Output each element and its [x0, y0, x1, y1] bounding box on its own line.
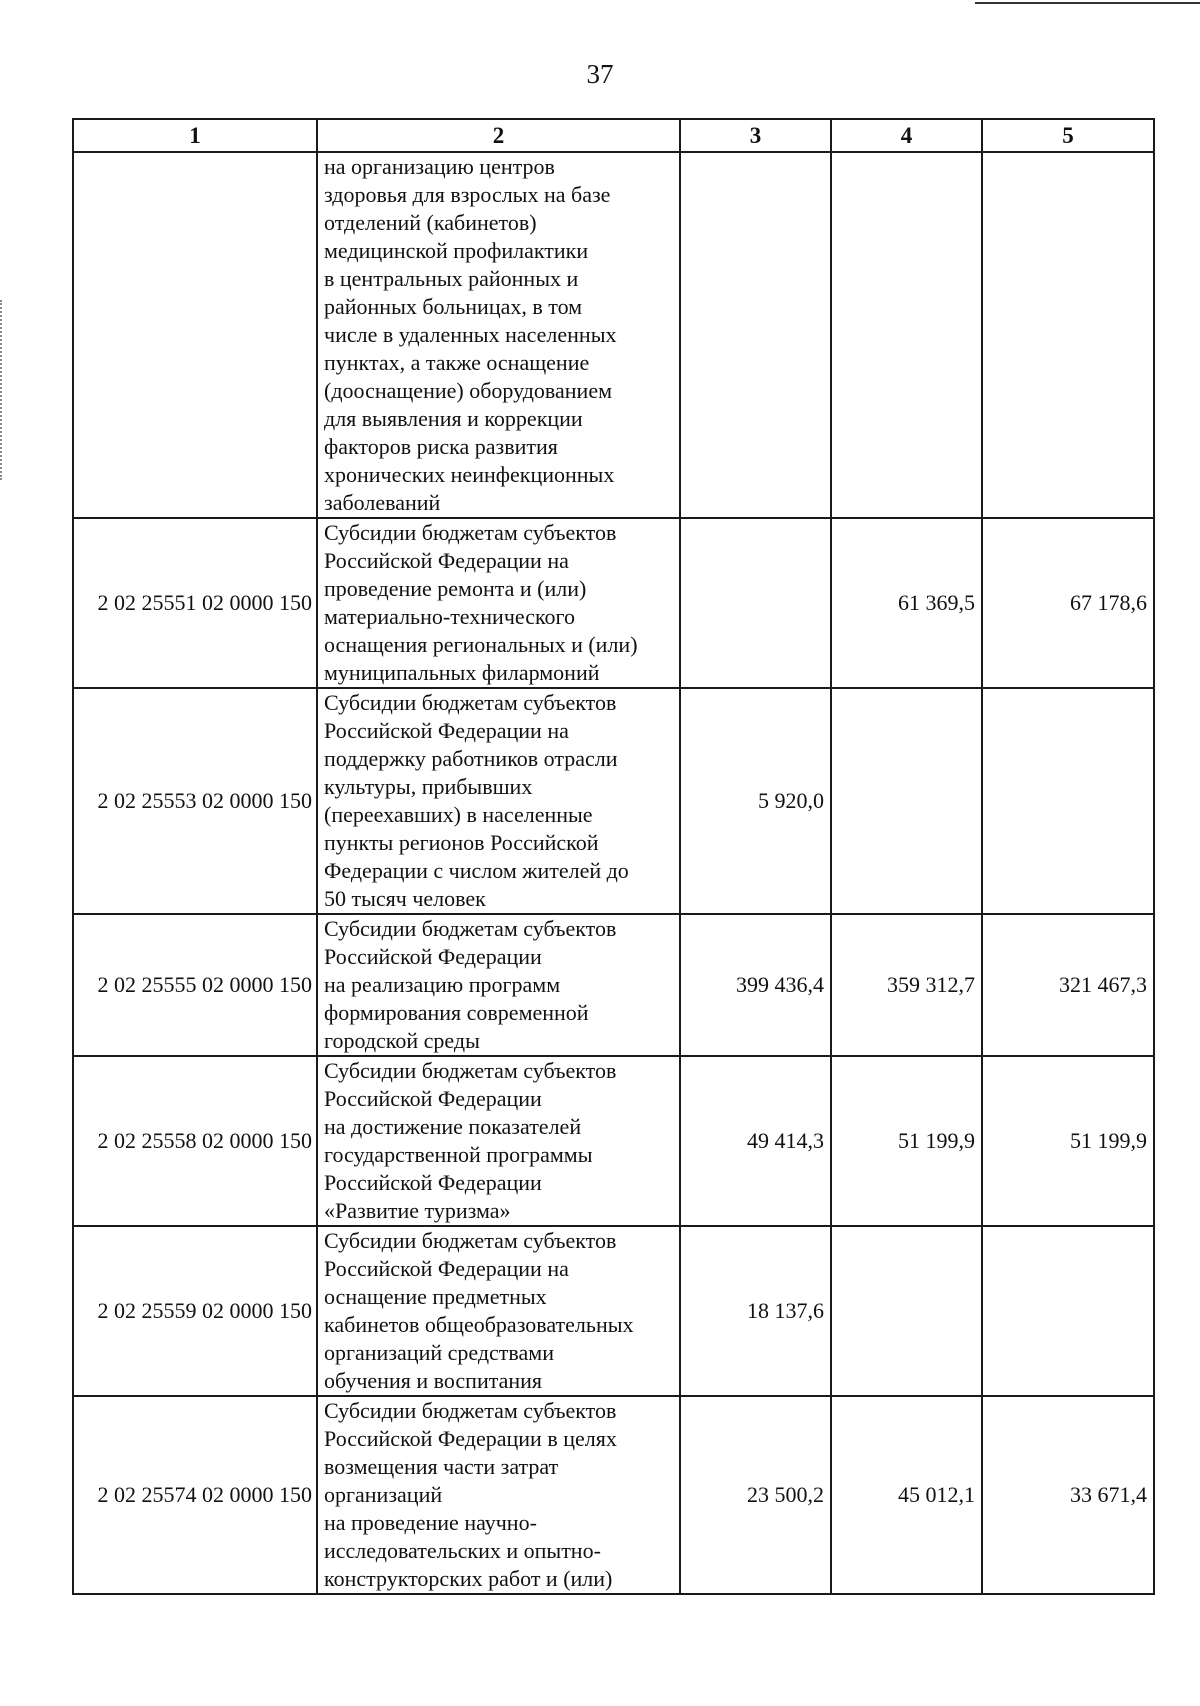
- description-line: материально-технического: [324, 604, 576, 629]
- description-line: кабинетов общеобразовательных: [324, 1312, 634, 1337]
- description-line: здоровья для взрослых на базе: [324, 182, 611, 207]
- description-line: проведение ремонта и (или): [324, 576, 587, 601]
- column-header-5: 5: [982, 119, 1154, 152]
- description-cell: [317, 518, 680, 688]
- description-line: отделений (кабинетов): [324, 210, 537, 235]
- amount-cell-column-4: [831, 688, 982, 914]
- description-line: Российской Федерации на: [324, 548, 569, 573]
- description-line: Субсидии бюджетам субъектов: [324, 520, 617, 545]
- table-row: [73, 518, 1154, 688]
- description-line: числе в удаленных населенных: [324, 322, 617, 347]
- budget-code-cell: 2 02 25555 02 0000 150: [73, 914, 317, 1056]
- amount-cell-column-4: 359 312,7: [831, 914, 982, 1056]
- column-header-4: 4: [831, 119, 982, 152]
- budget-code-cell: 2 02 25574 02 0000 150: [73, 1396, 317, 1594]
- amount-cell-column-3: 18 137,6: [680, 1226, 831, 1396]
- column-header-2: 2: [317, 119, 680, 152]
- table-row: [73, 1056, 1154, 1226]
- description-line: оснащение предметных: [324, 1284, 547, 1309]
- description-line: хронических неинфекционных: [324, 462, 615, 487]
- description-line: формирования современной: [324, 1000, 589, 1025]
- table-row: [73, 688, 1154, 914]
- amount-cell-column-4: 61 369,5: [831, 518, 982, 688]
- amount-cell-column-3: 49 414,3: [680, 1056, 831, 1226]
- description-line: на организацию центров: [324, 154, 555, 179]
- table-row: [73, 914, 1154, 1056]
- description-line: городской среды: [324, 1028, 480, 1053]
- description-line: обучения и воспитания: [324, 1368, 543, 1393]
- table-row: [73, 1226, 1154, 1396]
- budget-table: [72, 118, 1155, 1595]
- description-cell: [317, 1226, 680, 1396]
- scan-edge-dots: [0, 300, 2, 480]
- table-row: [73, 152, 1154, 518]
- amount-cell-column-3: 23 500,2: [680, 1396, 831, 1594]
- description-line: муниципальных филармоний: [324, 660, 600, 685]
- description-line: Федерации с числом жителей до: [324, 858, 629, 883]
- description-line: культуры, прибывших: [324, 774, 533, 799]
- description-line: Российской Федерации: [324, 944, 542, 969]
- column-header-3: 3: [680, 119, 831, 152]
- description-line: Субсидии бюджетам субъектов: [324, 1058, 617, 1083]
- amount-cell-column-3: 5 920,0: [680, 688, 831, 914]
- description-line: для выявления и коррекции: [324, 406, 583, 431]
- description-line: факторов риска развития: [324, 434, 558, 459]
- amount-cell-column-3: 399 436,4: [680, 914, 831, 1056]
- description-line: Субсидии бюджетам субъектов: [324, 916, 617, 941]
- budget-code-cell: 2 02 25559 02 0000 150: [73, 1226, 317, 1396]
- budget-code-cell: 2 02 25558 02 0000 150: [73, 1056, 317, 1226]
- description-line: Российской Федерации на: [324, 1256, 569, 1281]
- budget-code-cell: [73, 152, 317, 518]
- description-line: (переехавших) в населенные: [324, 802, 593, 827]
- amount-cell-column-4: [831, 1226, 982, 1396]
- description-line: (дооснащение) оборудованием: [324, 378, 613, 403]
- amount-cell-column-5: [982, 152, 1154, 518]
- description-line: Субсидии бюджетам субъектов: [324, 690, 617, 715]
- amount-cell-column-4: 45 012,1: [831, 1396, 982, 1594]
- description-line: районных больницах, в том: [324, 294, 583, 319]
- table-body: [73, 152, 1154, 1594]
- amount-cell-column-4: [831, 152, 982, 518]
- description-cell: [317, 1056, 680, 1226]
- description-cell: [317, 688, 680, 914]
- description-line: поддержку работников отрасли: [324, 746, 618, 771]
- description-line: на достижение показателей: [324, 1114, 582, 1139]
- amount-cell-column-5: 321 467,3: [982, 914, 1154, 1056]
- description-line: организаций: [324, 1482, 443, 1507]
- amount-cell-column-5: 51 199,9: [982, 1056, 1154, 1226]
- description-line: «Развитие туризма»: [324, 1198, 511, 1223]
- description-line: оснащения региональных и (или): [324, 632, 638, 657]
- amount-cell-column-5: 33 671,4: [982, 1396, 1154, 1594]
- description-line: исследовательских и опытно-: [324, 1538, 601, 1563]
- description-line: пунктах, а также оснащение: [324, 350, 590, 375]
- budget-code-cell: 2 02 25551 02 0000 150: [73, 518, 317, 688]
- description-line: конструкторских работ и (или): [324, 1566, 613, 1591]
- description-line: возмещения части затрат: [324, 1454, 559, 1479]
- amount-cell-column-3: [680, 518, 831, 688]
- description-line: в центральных районных и: [324, 266, 579, 291]
- scan-edge-line: [975, 2, 1200, 4]
- description-line: на реализацию программ: [324, 972, 561, 997]
- description-cell: [317, 152, 680, 518]
- table-header-row: [73, 119, 1154, 152]
- budget-code-cell: 2 02 25553 02 0000 150: [73, 688, 317, 914]
- amount-cell-column-3: [680, 152, 831, 518]
- column-header-1: 1: [73, 119, 317, 152]
- description-line: организаций средствами: [324, 1340, 554, 1365]
- description-line: Российской Федерации: [324, 1170, 542, 1195]
- amount-cell-column-5: [982, 1226, 1154, 1396]
- description-line: заболеваний: [324, 490, 441, 515]
- description-line: Субсидии бюджетам субъектов: [324, 1398, 617, 1423]
- description-line: на проведение научно-: [324, 1510, 537, 1535]
- description-line: Субсидии бюджетам субъектов: [324, 1228, 617, 1253]
- amount-cell-column-5: [982, 688, 1154, 914]
- description-line: Российской Федерации: [324, 1086, 542, 1111]
- table-row: [73, 1396, 1154, 1594]
- description-line: Российской Федерации на: [324, 718, 569, 743]
- description-cell: [317, 914, 680, 1056]
- description-line: Российской Федерации в целях: [324, 1426, 617, 1451]
- amount-cell-column-4: 51 199,9: [831, 1056, 982, 1226]
- description-line: пункты регионов Российской: [324, 830, 599, 855]
- page-number: 37: [586, 59, 614, 89]
- description-cell: [317, 1396, 680, 1594]
- description-line: государственной программы: [324, 1142, 593, 1167]
- amount-cell-column-5: 67 178,6: [982, 518, 1154, 688]
- description-line: 50 тысяч человек: [324, 886, 486, 911]
- description-line: медицинской профилактики: [324, 238, 589, 263]
